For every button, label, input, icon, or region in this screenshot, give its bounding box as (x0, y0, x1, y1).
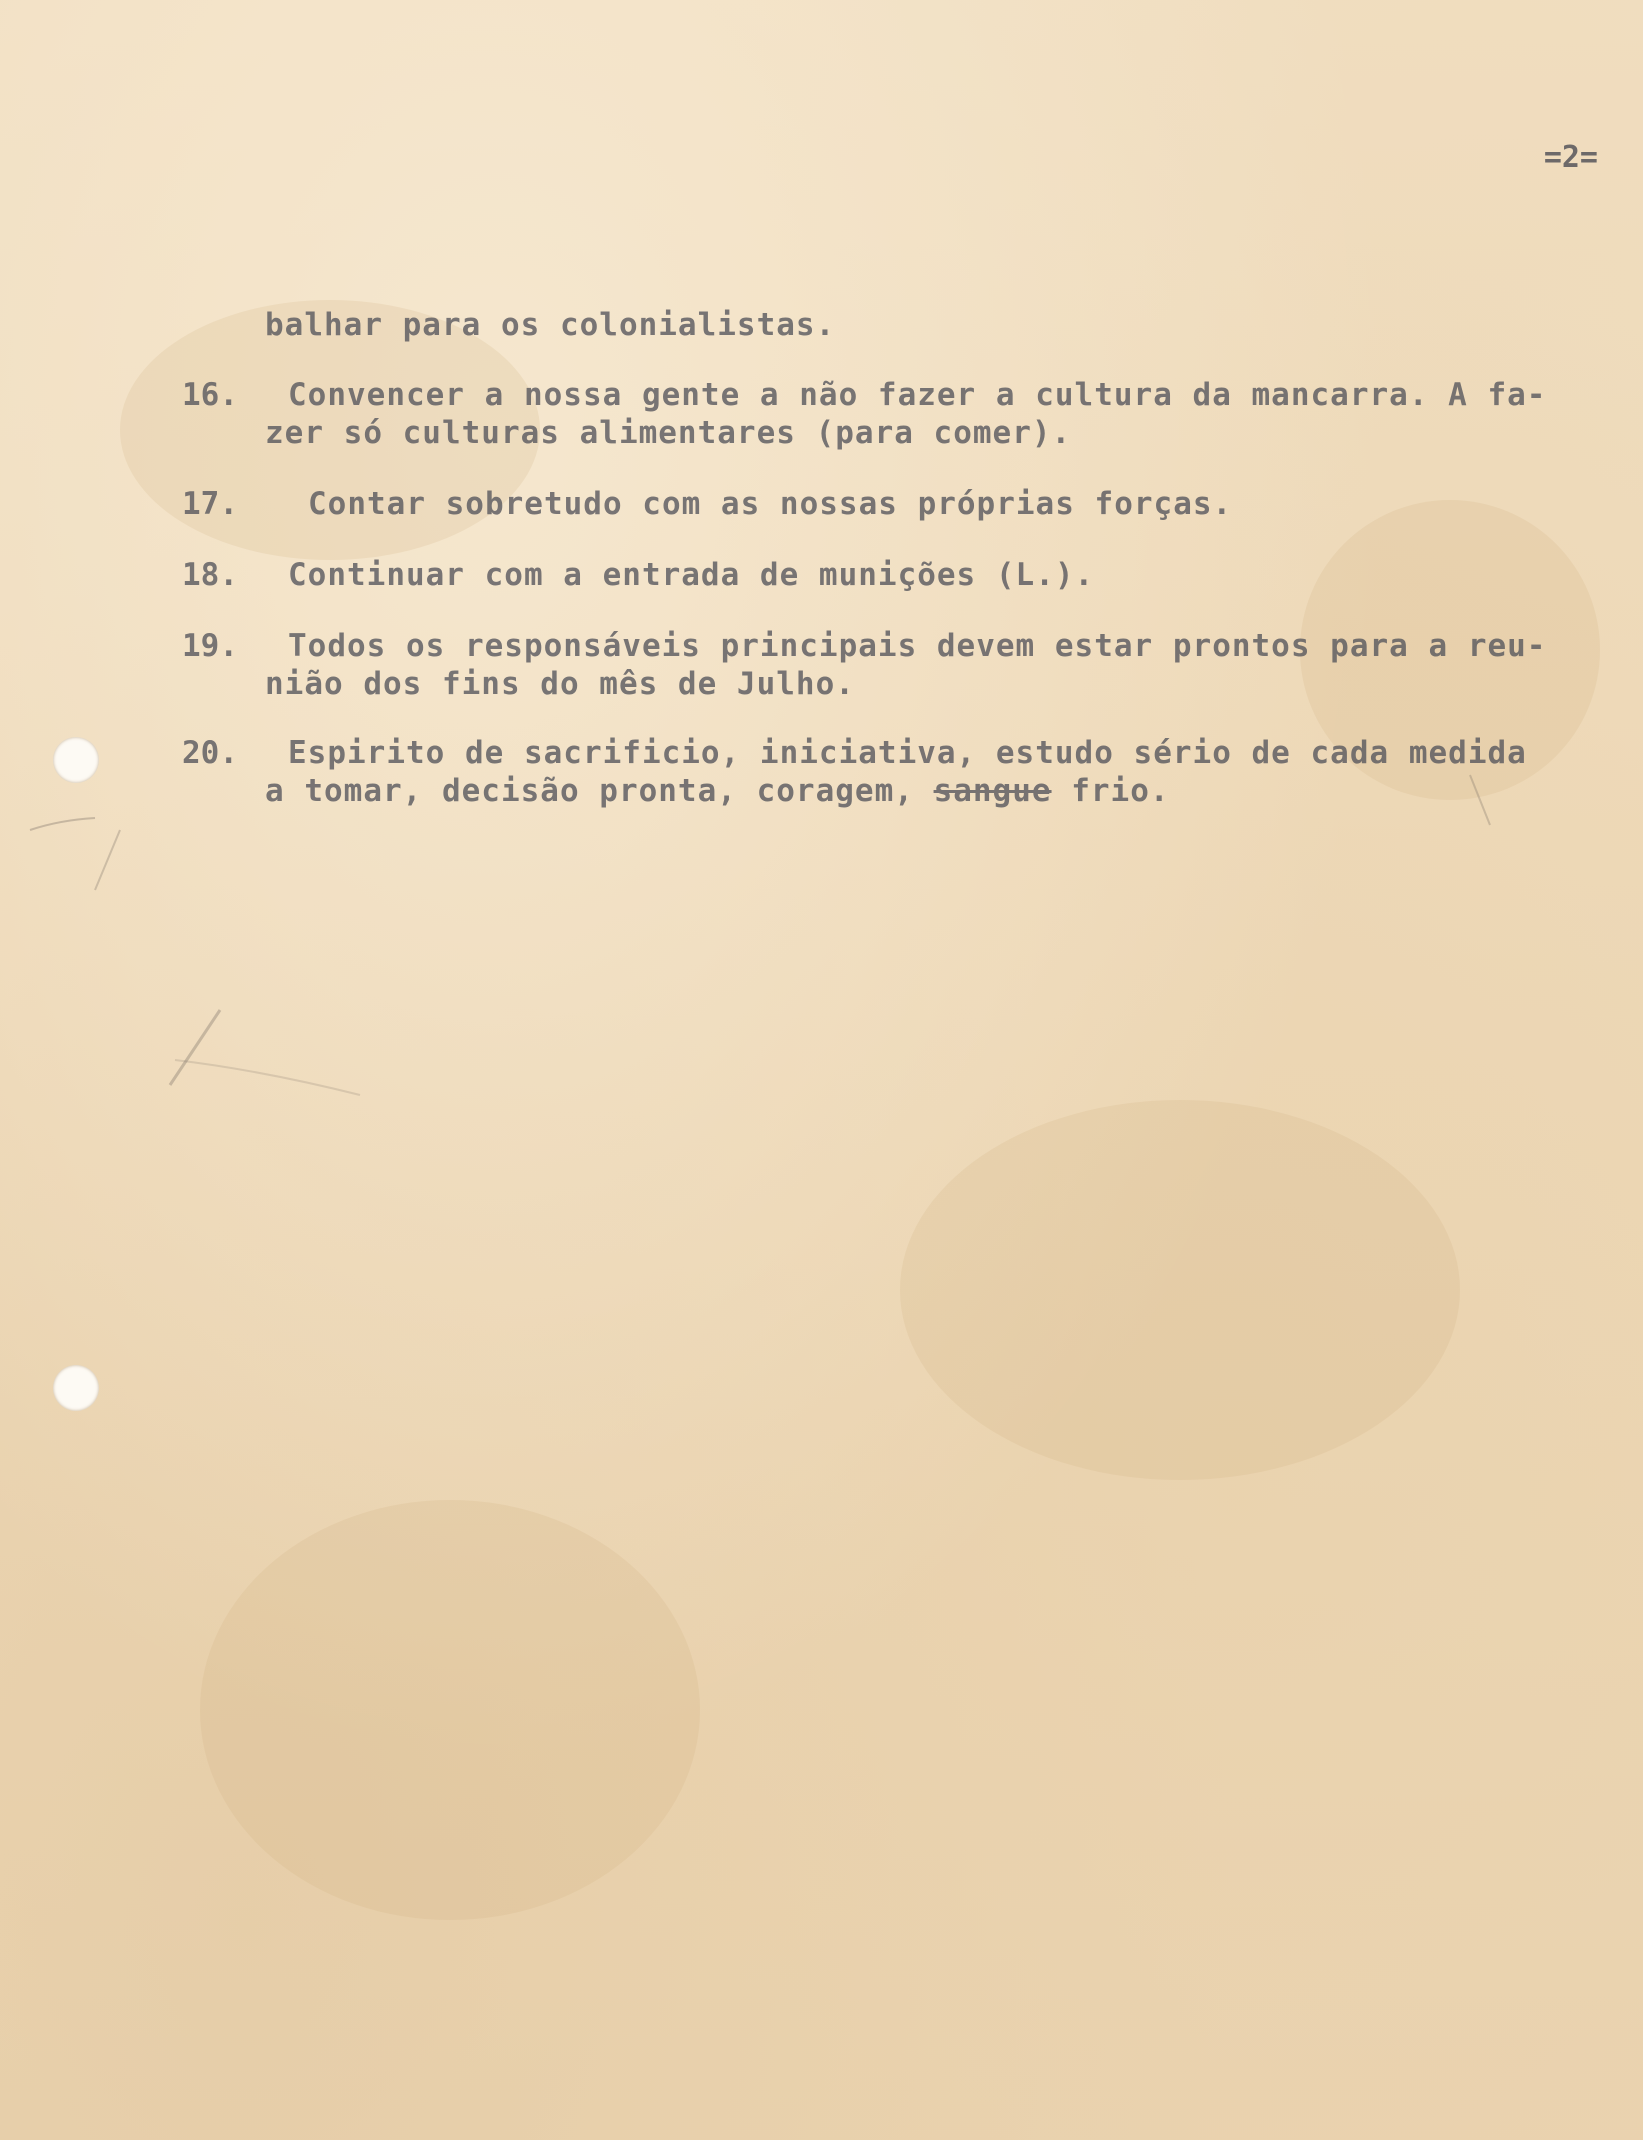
item-20-line-2-prefix: a tomar, decisão pronta, coragem, (265, 773, 934, 809)
item-17-line-1: Contar sobretudo com as nossas próprias forças. (308, 486, 1233, 522)
item-number-18: 18. (182, 557, 238, 593)
item-19-line-1: Todos os responsáveis principais devem estar prontos para a reu- (288, 628, 1547, 664)
intro-line: balhar para os colonialistas. (265, 307, 836, 343)
item-16-line-2: zer só culturas alimentares (para comer). (265, 415, 1072, 451)
pencil-stroke (30, 818, 95, 830)
item-20-line-1: Espirito de sacrificio, iniciativa, estudo sério de cada medida (288, 735, 1527, 771)
item-20-line-2-suffix: frio. (1051, 773, 1170, 809)
struck-word: sangue (933, 773, 1052, 809)
page-number: =2= (1543, 140, 1598, 175)
item-16-line-1: Convencer a nossa gente a não fazer a cultura da mancarra. A fa- (288, 377, 1547, 413)
item-18-line-1: Continuar com a entrada de munições (L.). (288, 557, 1095, 593)
item-number-20: 20. (182, 735, 238, 771)
pencil-stroke (170, 1010, 220, 1085)
pencil-stroke (175, 1060, 360, 1095)
item-number-16: 16. (182, 377, 238, 413)
item-number-17: 17. (182, 486, 238, 522)
pencil-stroke (1470, 775, 1490, 825)
item-19-line-2: nião dos fins do mês de Julho. (265, 666, 855, 702)
pencil-stroke (95, 830, 120, 890)
item-number-19: 19. (182, 628, 238, 664)
